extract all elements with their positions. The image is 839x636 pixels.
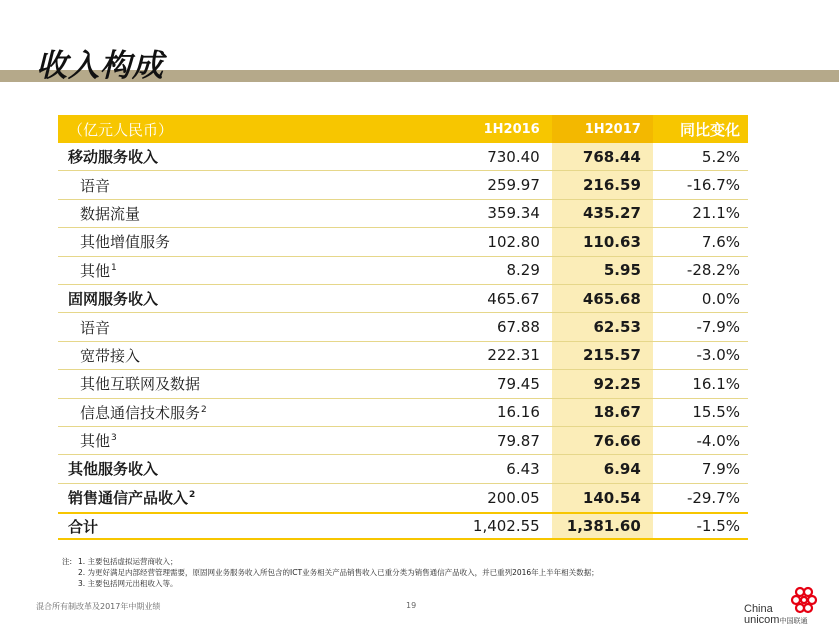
row-label-text: 销售通信产品收入 [68,489,189,508]
value-1h2016: 359.34 [487,204,540,223]
logo-text [744,604,807,627]
value-yoy: 7.6% [701,232,740,251]
value-1h2016: 1,402.55 [472,517,540,536]
table-row [58,257,748,285]
value-1h2017: 140.54 [552,484,653,512]
table-row [58,512,748,540]
row-label [58,402,383,423]
value-yoy: -29.7% [686,488,741,507]
value-1h2016: 102.80 [487,232,540,251]
value-1h2016: 200.05 [487,488,540,507]
row-label [58,458,382,479]
logo-line2: unicom [744,614,780,626]
value-1h2017: 92.25 [552,370,653,397]
header-1h2016: 1H2016 [483,121,540,137]
value-1h2016: 222.31 [487,346,540,365]
page-number: 19 [406,601,417,610]
table-row [58,370,748,398]
table-row [58,342,748,370]
value-1h2017: 62.53 [552,313,653,340]
footnotes [62,556,599,589]
value-1h2017: 110.63 [552,228,653,255]
row-label [58,231,383,252]
row-label [58,260,383,281]
table-row [58,399,748,427]
logo-line3: 中国联通 [779,618,808,625]
value-1h2017: 216.59 [552,171,653,198]
row-label-text: 其他服务收入 [68,460,159,479]
value-1h2017: 18.67 [552,399,653,426]
value-yoy: 0.0% [701,289,741,308]
value-1h2017: 1,381.60 [552,514,653,538]
row-label-text: 其他互联网及数据 [80,375,201,394]
table-row [58,484,748,512]
logo-line1: China [744,603,773,615]
row-label [58,487,382,508]
value-1h2017: 76.66 [552,427,653,454]
table-row [58,313,748,341]
row-label-text: 固网服务收入 [68,290,159,309]
row-label-text: 移动服务收入 [68,148,159,167]
footnote-ref: 2 [189,490,196,501]
value-1h2016: 67.88 [496,318,540,337]
table-row [58,171,748,199]
row-label-text: 合计 [68,517,99,536]
row-label [58,317,383,338]
header-unit: （亿元人民币） [68,120,174,139]
value-1h2017: 768.44 [552,143,653,170]
value-1h2016: 259.97 [487,176,540,195]
note-1: 1. 主要包括虚拟运营商收入； [78,557,178,566]
value-yoy: 16.1% [692,374,740,393]
row-label-text: 信息通信技术服务 [80,403,201,422]
header-1h2017: 1H2017 [552,115,653,143]
value-yoy: -16.7% [686,176,740,195]
row-label [58,288,382,309]
row-label [58,203,383,224]
value-yoy: 7.9% [701,459,741,478]
value-yoy: 5.2% [701,147,741,166]
table-row [58,427,748,455]
value-yoy: 15.5% [692,403,740,422]
table-row [58,455,748,483]
notes-label: 注: [62,557,73,566]
value-1h2017: 435.27 [552,200,653,227]
footnote-ref: 3 [111,433,117,444]
value-1h2017: 5.95 [552,257,653,284]
value-yoy: -4.0% [696,431,740,450]
note-3: 3. 主要包括网元出租收入等。 [78,579,178,588]
value-1h2017: 6.94 [552,455,653,482]
row-label [58,345,383,366]
row-label-text: 其他 [80,261,111,280]
row-label-text: 数据流量 [80,204,141,223]
value-1h2016: 16.16 [496,403,540,422]
value-yoy: -3.0% [696,346,740,365]
footnote-ref: 1 [111,262,117,273]
revenue-table [58,115,748,540]
footer-text: 混合所有制改革及2017年中期业绩 [36,602,161,611]
header-yoy: 同比变化 [680,120,741,139]
value-1h2016: 79.45 [496,374,540,393]
row-label [58,175,383,196]
row-label [58,430,383,451]
row-label-text: 语音 [80,176,111,195]
value-1h2017: 215.57 [552,342,653,369]
row-label-text: 语音 [80,318,111,337]
value-1h2016: 79.87 [496,431,540,450]
table-row [58,285,748,313]
page-title: 收入构成 [36,48,164,84]
value-yoy: -28.2% [686,261,740,280]
value-1h2016: 6.43 [506,459,540,478]
value-1h2016: 730.40 [487,147,540,166]
table-body [58,143,748,540]
value-1h2016: 465.67 [487,289,540,308]
value-1h2017: 465.68 [552,285,653,312]
row-label [58,146,382,167]
table-header [58,115,748,143]
footnote-ref: 2 [201,404,207,415]
row-label-text: 其他增值服务 [80,233,171,252]
value-yoy: -1.5% [696,517,741,536]
row-label [58,516,382,537]
table-row [58,200,748,228]
value-yoy: 21.1% [692,204,740,223]
note-2: 2. 为更好满足内部经营管理需要，原固网业务服务收入所包含的ICT业务相关产品销售收入已重分类为销售通信产品收入，并已重列2016年上半年相关数据； [78,568,599,577]
row-label-text: 宽带接入 [80,346,141,365]
row-label-text: 其他 [80,432,111,451]
value-yoy: -7.9% [696,318,740,337]
row-label [58,373,383,394]
table-row [58,143,748,171]
table-row [58,228,748,256]
value-1h2016: 8.29 [506,261,540,280]
